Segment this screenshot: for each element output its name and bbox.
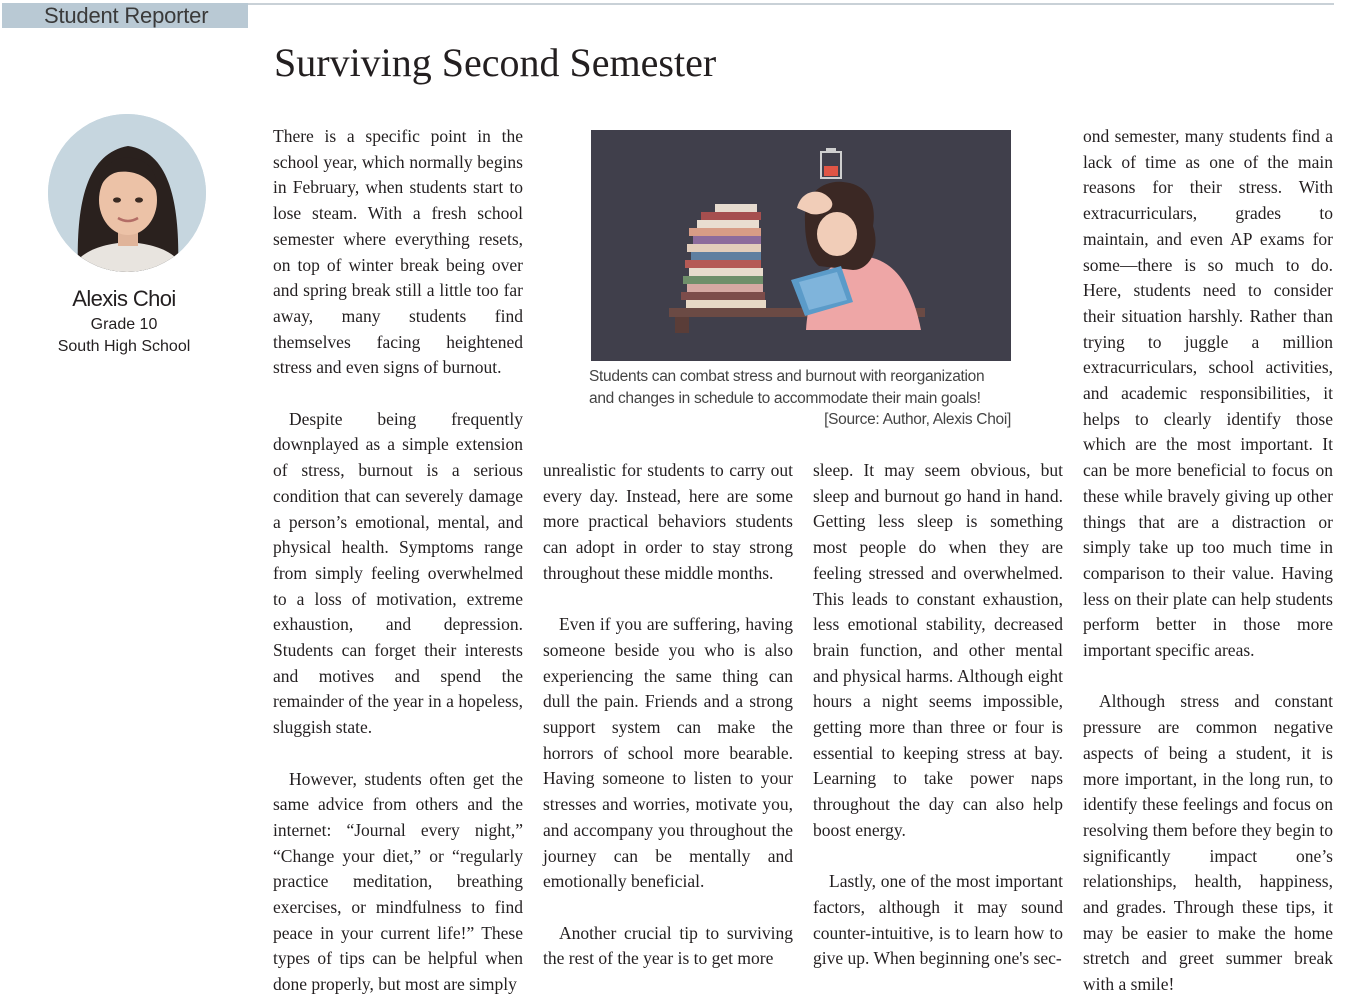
header-rule bbox=[248, 3, 1334, 5]
paragraph: ond semester, many students find a lack of time as one of the main reasons for their stress. With extracurriculars, grades to maintain, and even AP exams for some—there is so much to do. Here, students need to consider their situation harshly. Rather than trying to juggle a million extracurriculars, school activities, and academic responsibilities, it helps to clearly identify those which are the most important. It can be more beneficial to focus on these while bravely giving up other things that are a distraction or simply take up too much time in comparison to their value. Having less on their plate can help students perform better in those more important specific areas. bbox=[1083, 126, 1333, 661]
author-byline bbox=[24, 284, 224, 358]
article-column-4 bbox=[1083, 124, 1333, 998]
figure-caption bbox=[589, 366, 1011, 431]
paragraph: Although stress and constant pressure are common negative aspects of being a student, it is more important, in the long run, to identify these feelings and focus on resolving them before they begin to significantly impact one’s relationships, health, happiness, and grades. Through these tips, it may be easier to make the home stretch and greet summer break with a smile! bbox=[1083, 691, 1333, 995]
section-tag: Student Reporter bbox=[2, 3, 248, 28]
author-photo bbox=[48, 114, 206, 272]
paragraph: However, students often get the same advice from others and the internet: “Journal every night,” “Change your diet,” or “regularly practice meditation, breathing exercises, or mindfulness to find peace in your current life!” These types of tips can be helpful when done properly, but most are simply bbox=[273, 768, 523, 995]
author-school: South High School bbox=[57, 338, 191, 355]
paragraph: unrealistic for students to carry out every day. Instead, here are some more practical behaviors students can adopt in order to stay strong throughout these middle months. bbox=[543, 460, 793, 583]
paragraph: There is a specific point in the school year, which normally begins in February, when students start to lose steam. With a fresh school semester where everything resets, on top of winter break being over and spring break still a little too far away, many students find themselves facing heightened stress and even signs of burnout. bbox=[273, 126, 523, 378]
article-illustration bbox=[591, 130, 1011, 361]
author-grade: Grade 10 bbox=[90, 316, 158, 333]
studying-student-illustration bbox=[591, 130, 1011, 361]
caption-source: [Source: Author, Alexis Choi] bbox=[824, 411, 1011, 428]
paragraph: Despite being frequently downplayed as a simple extension of stress, burnout is a serious condition that can severely damage a person’s emotional, mental, and physical health. Symptoms range from simply feeling overwhelmed to a loss of motivation, extreme exhaustion, and depression. Students can forget their interests and motives and spend the remainder of the year in a hopeless, sluggish state. bbox=[273, 408, 523, 738]
article-column-2 bbox=[543, 458, 793, 972]
author-name: Alexis Choi bbox=[72, 286, 176, 311]
paragraph: sleep. It may seem obvious, but sleep and burnout go hand in hand. Getting less sleep is something most people do when they are feeling stressed and overwhelmed. This leads to constant exhaustion, less emotional stability, decreased brain function, and other mental and physical harms. Although eight hours a night seems impossible, getting more than three or four is essential to keeping stress at bay. Learning to take power naps throughout the day can also help boost energy. bbox=[813, 460, 1063, 840]
paragraph: Lastly, one of the most important factors, although it may sound counter-intuitive, is to learn how to give up. When beginning one's sec- bbox=[813, 871, 1063, 969]
author-portrait-illustration bbox=[48, 114, 206, 272]
paragraph: Another crucial tip to surviving the rest of the year is to get more bbox=[543, 922, 793, 969]
article-column-3 bbox=[813, 458, 1063, 972]
paragraph: Even if you are suffering, having someone beside you who is also experiencing the same thing can dull the pain. Friends and a strong support system can make the horrors of school more bearable. Having someone to listen to your stresses and worries, motivate you, and accompany you throughout the journey can be mentally and emotionally beneficial. bbox=[543, 614, 793, 892]
caption-text: Students can combat stress and burnout with reorganization and changes in schedule to accommodate their main goals! bbox=[589, 368, 985, 407]
article-column-1 bbox=[273, 124, 523, 998]
article-headline: Surviving Second Semester bbox=[274, 40, 717, 85]
